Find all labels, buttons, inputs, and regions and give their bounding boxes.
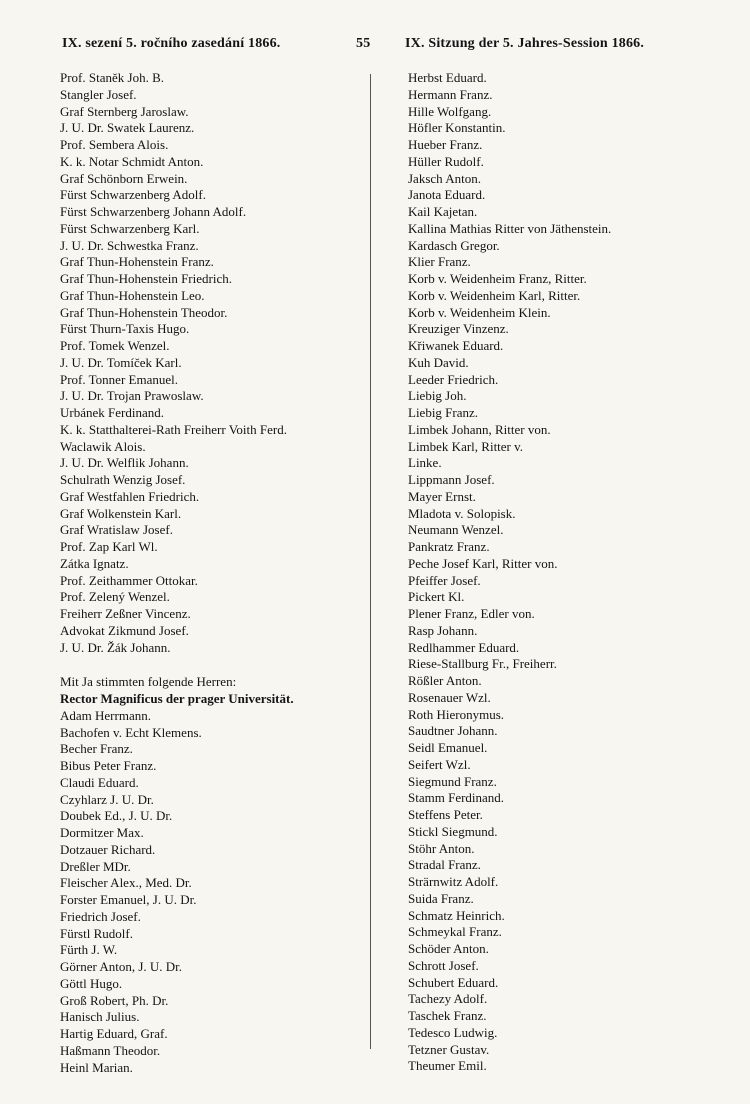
name-entry: Hille Wolfgang. — [408, 103, 492, 119]
name-entry: Groß Robert, Ph. Dr. — [60, 992, 169, 1008]
name-entry: Prof. Staněk Joh. B. — [60, 70, 164, 85]
name-entry: Bibus Peter Franz. — [60, 758, 157, 773]
name-entry: Neumann Wenzel. — [408, 522, 504, 538]
name-entry: Doubek Ed., J. U. Dr. — [60, 808, 173, 824]
name-entry: Peche Josef Karl, Ritter von. — [408, 555, 558, 571]
name-entry: Bachofen v. Echt Klemens. — [60, 724, 202, 740]
name-entry: Korb v. Weidenheim Franz, Ritter. — [408, 271, 587, 286]
name-entry: Schrott Josef. — [408, 957, 479, 973]
name-entry: Forster Emanuel, J. U. Dr. — [60, 892, 197, 907]
name-entry: Hueber Franz. — [408, 137, 483, 152]
name-entry: Fürth J. W. — [60, 942, 118, 958]
name-entry: Stamm Ferdinand. — [408, 790, 505, 806]
name-entry: Lippmann Josef. — [408, 472, 495, 487]
name-entry: Tachezy Adolf. — [408, 991, 488, 1007]
name-entry: K. k. Notar Schmidt Anton. — [60, 153, 204, 169]
name-entry: Graf Wolkenstein Karl. — [60, 505, 182, 521]
name-entry: Adam Herrmann. — [60, 707, 151, 723]
name-entry: Kardasch Gregor. — [408, 237, 500, 253]
name-entry: Göttl Hugo. — [60, 975, 123, 991]
name-entry: J. U. Dr. Schwestka Franz. — [60, 237, 199, 253]
name-entry: Prof. Zap Karl Wl. — [60, 539, 158, 554]
name-entry: Herbst Eduard. — [408, 70, 487, 85]
name-entry: Becher Franz. — [60, 741, 133, 757]
name-entry: Rasp Johann. — [408, 622, 478, 638]
name-entry: Görner Anton, J. U. Dr. — [60, 959, 183, 974]
name-entry: Siegmund Franz. — [408, 773, 497, 789]
name-entry: Hermann Franz. — [408, 86, 493, 102]
name-entry: Friedrich Josef. — [60, 908, 141, 924]
name-entry: Prof. Zeithammer Ottokar. — [60, 572, 198, 588]
name-entry: Claudi Eduard. — [60, 774, 139, 790]
name-entry: Stickl Siegmund. — [408, 823, 498, 839]
right-column — [408, 70, 708, 1075]
section-heading: Mit Ja stimmten folgende Herren: — [60, 674, 237, 690]
name-entry: Waclawik Alois. — [60, 438, 146, 454]
name-entry: Pankratz Franz. — [408, 539, 490, 554]
name-entry: Seidl Emanuel. — [408, 740, 488, 755]
name-entry: Steffens Peter. — [408, 807, 483, 822]
name-entry: Kuh David. — [408, 354, 469, 370]
name-entry: Freiherr Zeßner Vincenz. — [60, 606, 191, 621]
name-entry: Janota Eduard. — [408, 187, 486, 203]
column-divider — [370, 74, 371, 1049]
name-entry: Tetzner Gustav. — [408, 1041, 490, 1057]
right-name-list — [408, 70, 708, 1075]
name-entry: Dreßler MDr. — [60, 858, 131, 874]
name-entry: Stangler Josef. — [60, 86, 137, 102]
name-entry: Riese-Stallburg Fr., Freiherr. — [408, 656, 557, 672]
name-entry: Fleischer Alex., Med. Dr. — [60, 875, 192, 891]
name-entry: K. k. Statthalterei-Rath Freiherr Voith Ferd. — [60, 421, 287, 437]
name-entry: J. U. Dr. Tomíček Karl. — [60, 354, 182, 370]
name-entry: Kallina Mathias Ritter von Jäthenstein. — [408, 220, 612, 236]
name-entry: Graf Wratislaw Josef. — [60, 522, 173, 538]
name-entry: Limbek Johann, Ritter von. — [408, 421, 551, 437]
name-entry: Leeder Friedrich. — [408, 371, 499, 387]
name-entry: J. U. Dr. Trojan Prawoslaw. — [60, 388, 204, 404]
name-entry: Höfler Konstantin. — [408, 120, 506, 136]
name-entry: Hanisch Julius. — [60, 1009, 140, 1025]
name-entry: Korb v. Weidenheim Karl, Ritter. — [408, 287, 581, 303]
name-entry: Advokat Zikmund Josef. — [60, 622, 189, 638]
name-entry: Liebig Franz. — [408, 405, 479, 420]
name-entry: Prof. Tomek Wenzel. — [60, 338, 170, 353]
name-entry: Pickert Kl. — [408, 589, 465, 605]
header-german: IX. Sitzung der 5. Jahres-Session 1866. — [405, 36, 645, 51]
name-entry: Fürst Schwarzenberg Adolf. — [60, 187, 206, 203]
header-czech: IX. sezení 5. ročního zasedání 1866. — [62, 36, 281, 51]
name-entry: J. U. Dr. Swatek Laurenz. — [60, 120, 195, 136]
name-entry: Graf Thun-Hohenstein Leo. — [60, 287, 205, 303]
name-entry: Korb v. Weidenheim Klein. — [408, 304, 551, 320]
name-entry: Taschek Franz. — [408, 1008, 487, 1023]
name-entry: Stöhr Anton. — [408, 840, 475, 856]
name-entry: Fürstl Rudolf. — [60, 925, 133, 941]
name-entry: Mladota v. Solopisk. — [408, 505, 516, 521]
name-entry: Graf Westfahlen Friedrich. — [60, 488, 200, 504]
name-entry: Rector Magnificus der prager Universität. — [60, 691, 294, 706]
name-entry: Limbek Karl, Ritter v. — [408, 438, 524, 454]
name-entry: J. U. Dr. Žák Johann. — [60, 639, 171, 655]
name-entry: Dormitzer Max. — [60, 825, 144, 840]
name-entry: Graf Thun-Hohenstein Theodor. — [60, 304, 228, 320]
name-entry: Theumer Emil. — [408, 1058, 487, 1074]
name-entry: Graf Thun-Hohenstein Friedrich. — [60, 271, 232, 286]
name-entry: Hartig Eduard, Graf. — [60, 1026, 168, 1041]
name-entry: Czyhlarz J. U. Dr. — [60, 791, 154, 807]
name-entry: Tedesco Ludwig. — [408, 1024, 498, 1040]
name-entry: Suida Franz. — [408, 890, 474, 906]
name-entry: Schubert Eduard. — [408, 974, 499, 990]
name-entry: Zátka Ignatz. — [60, 555, 129, 571]
yes-voters-list — [60, 691, 365, 1076]
page-number: 55 — [356, 36, 371, 51]
name-entry: Hüller Rudolf. — [408, 153, 484, 169]
name-entry: Saudtner Johann. — [408, 723, 498, 739]
name-entry: Graf Schönborn Erwein. — [60, 170, 188, 186]
name-entry: Prof. Sembera Alois. — [60, 137, 169, 152]
name-entry: Mayer Ernst. — [408, 488, 476, 504]
name-entry: Liebig Joh. — [408, 388, 467, 404]
name-entry: Roth Hieronymus. — [408, 706, 505, 722]
name-entry: Schmeykal Franz. — [408, 924, 502, 940]
name-entry: Křiwanek Eduard. — [408, 338, 504, 353]
left-column — [60, 70, 365, 1076]
name-entry: Klier Franz. — [408, 254, 471, 270]
name-entry: Schöder Anton. — [408, 941, 489, 956]
name-entry: Heinl Marian. — [60, 1059, 133, 1075]
name-entry: J. U. Dr. Welflik Johann. — [60, 455, 189, 471]
name-entry: Urbánek Ferdinand. — [60, 405, 164, 420]
name-entry: Kail Kajetan. — [408, 204, 478, 219]
name-entry: Dotzauer Richard. — [60, 841, 156, 857]
name-entry: Plener Franz, Edler von. — [408, 606, 535, 621]
section-gap — [60, 656, 365, 674]
name-entry: Prof. Zelený Wenzel. — [60, 589, 170, 605]
name-entry: Schulrath Wenzig Josef. — [60, 472, 186, 487]
left-name-list — [60, 70, 365, 656]
name-entry: Fürst Schwarzenberg Karl. — [60, 220, 200, 236]
name-entry: Graf Sternberg Jaroslaw. — [60, 103, 189, 119]
name-entry: Redlhammer Eduard. — [408, 639, 520, 655]
name-entry: Jaksch Anton. — [408, 170, 481, 186]
name-entry: Strärnwitz Adolf. — [408, 874, 499, 889]
name-entry: Stradal Franz. — [408, 857, 481, 873]
name-entry: Prof. Tonner Emanuel. — [60, 371, 178, 387]
name-entry: Pfeiffer Josef. — [408, 572, 481, 588]
name-entry: Haßmann Theodor. — [60, 1042, 161, 1058]
name-entry: Kreuziger Vinzenz. — [408, 321, 509, 337]
name-entry: Fürst Thurn-Taxis Hugo. — [60, 321, 190, 337]
name-entry: Linke. — [408, 455, 442, 471]
name-entry: Fürst Schwarzenberg Johann Adolf. — [60, 204, 247, 219]
name-entry: Rößler Anton. — [408, 673, 482, 688]
name-entry: Seifert Wzl. — [408, 756, 471, 772]
name-entry: Schmatz Heinrich. — [408, 907, 505, 923]
name-entry: Rosenauer Wzl. — [408, 689, 491, 705]
name-entry: Graf Thun-Hohenstein Franz. — [60, 254, 214, 270]
